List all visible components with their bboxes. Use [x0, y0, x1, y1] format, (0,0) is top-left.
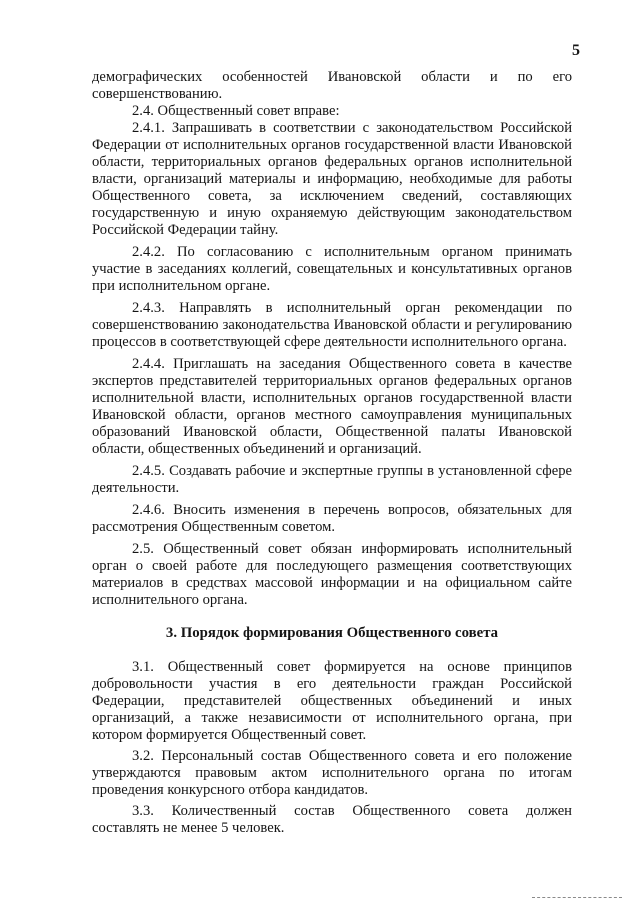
paragraph-2-4-1: 2.4.1. Запрашивать в соответствии с законодательством Российской Федерации от исполнительных органов государственной власти Ивановской области, территориальных органов федеральных органов исполнительной власти, организаций материалы и информацию, необходимые для работы Общественного совета, за исключением сведений, составляющих государственную и иную охраняемую действующим законодательством Российской Федерации тайну.	[92, 120, 572, 238]
paragraph-2-4-4: 2.4.4. Приглашать на заседания Общественного совета в качестве экспертов представителей территориальных органов федеральных органов исполнительной власти, исполнительных органов государственной власти Ивановской области, органов местного самоуправления муниципальных образований Ивановской области, Общественной палаты Ивановской области, общественных объединений и организаций.	[92, 356, 572, 457]
paragraph-2-5: 2.5. Общественный совет обязан информировать исполнительный орган о своей работе для последующего размещения соответствующих материалов в средствах массовой информации и на официальном сайте исполнительного органа.	[92, 541, 572, 608]
paragraph-2-4-6: 2.4.6. Вносить изменения в перечень вопросов, обязательных для рассмотрения Общественным советом.	[92, 502, 572, 535]
paragraph-continuation: демографических особенностей Ивановской области и по его совершенствованию.	[92, 69, 572, 102]
page-number: 5	[572, 42, 580, 59]
document-body	[92, 69, 572, 837]
scan-artifact-line	[532, 897, 622, 899]
paragraph-2-4-2: 2.4.2. По согласованию с исполнительным органом принимать участие в заседаниях коллегий, совещательных и консультативных органов при исполнительном органе.	[92, 244, 572, 294]
paragraph-2-4: 2.4. Общественный совет вправе:	[132, 103, 340, 119]
paragraph-3-2: 3.2. Персональный состав Общественного совета и его положение утверждаются правовым актом исполнительного органа по итогам проведения конкурсного отбора кандидатов.	[92, 748, 572, 798]
section-heading: 3. Порядок формирования Общественного совета	[165, 625, 499, 641]
paragraph-3-1: 3.1. Общественный совет формируется на основе принципов добровольности участия в его деятельности граждан Российской Федерации, представителей общественных объединений и иных организаций, а также независимости от исполнительного органа, при котором формируется Общественный совет.	[92, 659, 572, 743]
paragraph-2-4-5: 2.4.5. Создавать рабочие и экспертные группы в установленной сфере деятельности.	[92, 463, 572, 496]
paragraph-2-4-3: 2.4.3. Направлять в исполнительный орган рекомендации по совершенствованию законодательства Ивановской области и регулированию процессов в соответствующей сфере деятельности исполнительного органа.	[92, 300, 572, 350]
paragraph-3-3: 3.3. Количественный состав Общественного совета должен составлять не менее 5 человек.	[92, 803, 572, 836]
